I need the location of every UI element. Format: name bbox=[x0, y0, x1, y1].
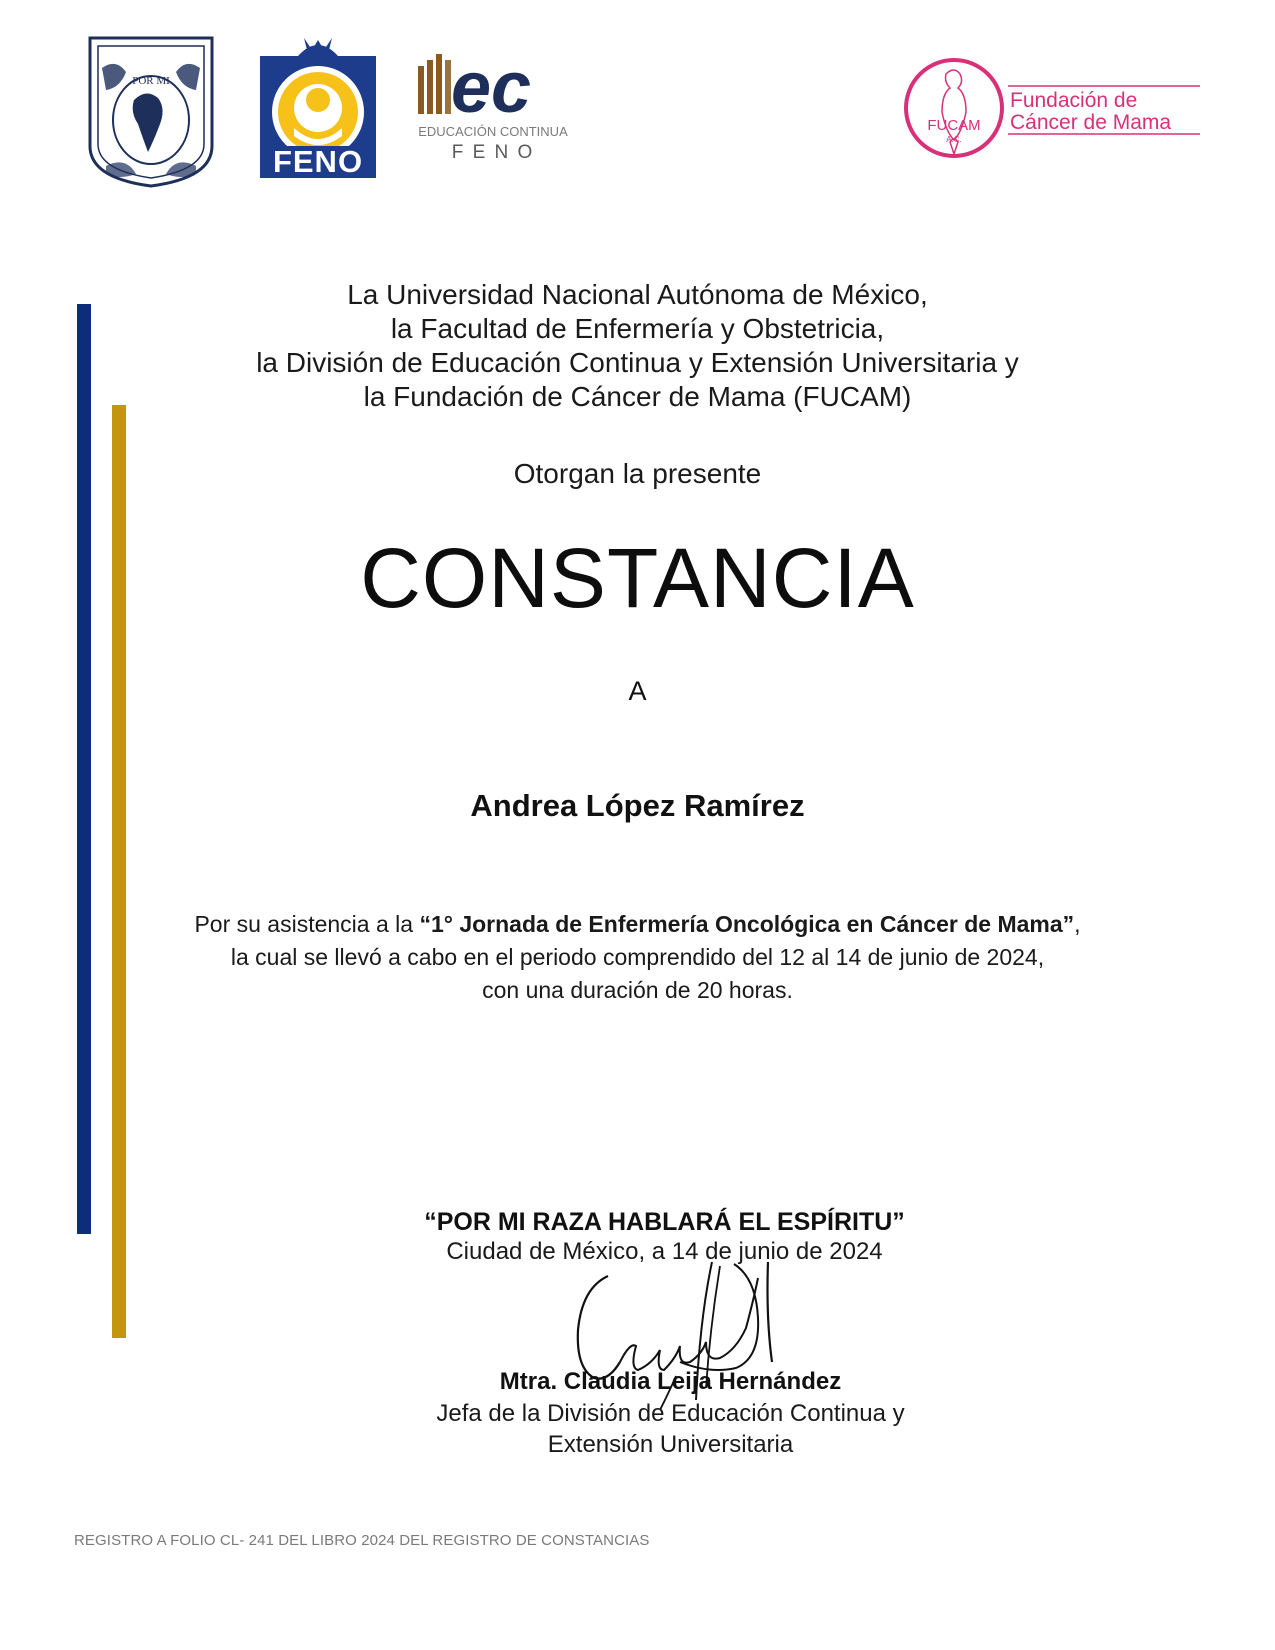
place-date: Ciudad de México, a 14 de junio de 2024 bbox=[446, 1238, 883, 1265]
blue-side-bar bbox=[77, 304, 91, 1234]
signer-title-line-1: Jefa de la División de Educación Continua y bbox=[436, 1400, 905, 1427]
body-paragraph bbox=[0, 908, 1275, 1007]
fucam-logo bbox=[902, 56, 1202, 166]
unam-logo bbox=[76, 28, 226, 190]
fucam-logo-icon bbox=[902, 56, 1202, 166]
signer-title bbox=[33, 1398, 1275, 1460]
ec-logo-mark: ec bbox=[451, 48, 532, 128]
grant-text: Otorgan la presente bbox=[513, 458, 762, 489]
ec-logo-line2: F E N O bbox=[451, 142, 535, 163]
feno-emblem-icon bbox=[254, 32, 382, 178]
fucam-badge-text: FUCAM bbox=[927, 117, 981, 134]
fucam-logo-line1: Fundación de bbox=[1010, 89, 1138, 112]
body-line-3: con una duración de 20 horas. bbox=[482, 977, 793, 1003]
issuer-line: La Universidad Nacional Autónoma de México, bbox=[347, 279, 928, 310]
body-line-2: la cual se llevó a cabo en el periodo comprendido del 12 al 14 de junio de 2024, bbox=[230, 944, 1045, 970]
body-line-1 bbox=[0, 908, 1275, 941]
ec-logo bbox=[415, 48, 575, 168]
feno-logo-text: FENO bbox=[272, 144, 364, 178]
unam-inner-motto: POR MI bbox=[132, 75, 170, 87]
issuer-line: la División de Educación Continua y Extensión Universitaria y bbox=[256, 347, 1019, 378]
document-title: CONSTANCIA bbox=[360, 531, 915, 625]
fucam-logo-line2: Cáncer de Mama bbox=[1010, 111, 1172, 134]
ec-logo-icon bbox=[415, 48, 575, 168]
unam-shield-icon bbox=[76, 28, 226, 190]
registry-footer: REGISTRO A FOLIO CL- 241 DEL LIBRO 2024 DEL REGISTRO DE CONSTANCIAS bbox=[74, 1532, 650, 1549]
body-line-1-suffix: , bbox=[1074, 911, 1081, 937]
fucam-badge-sub: A.C. bbox=[946, 135, 962, 144]
signer-title-line-2: Extensión Universitaria bbox=[547, 1431, 794, 1458]
motto: “POR MI RAZA HABLARÁ EL ESPÍRITU” bbox=[424, 1208, 905, 1236]
body-line-1-prefix: Por su asistencia a la bbox=[194, 911, 420, 937]
feno-logo bbox=[254, 32, 382, 178]
issuers-block bbox=[0, 278, 1275, 414]
issuer-line: la Fundación de Cáncer de Mama (FUCAM) bbox=[363, 381, 912, 412]
signer-name: Mtra. Claudia Leija Hernández bbox=[499, 1368, 842, 1395]
to-label: A bbox=[628, 676, 647, 706]
recipient-name: Andrea López Ramírez bbox=[470, 788, 805, 823]
issuer-line: la Facultad de Enfermería y Obstetricia, bbox=[390, 313, 885, 344]
ec-logo-line1: EDUCACIÓN CONTINUA bbox=[418, 124, 568, 139]
event-name: “1° Jornada de Enfermería Oncológica en Cáncer de Mama” bbox=[419, 911, 1075, 937]
